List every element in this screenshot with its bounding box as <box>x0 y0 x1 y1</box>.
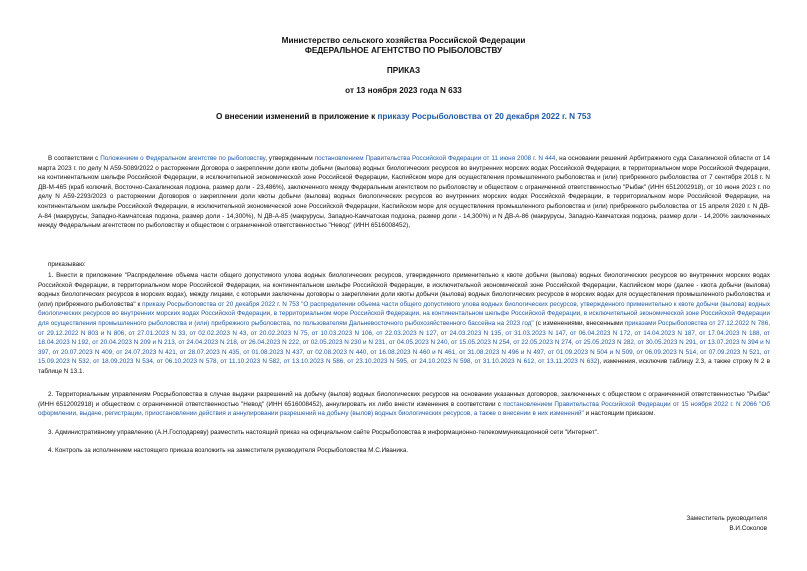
document-type: ПРИКАЗ <box>386 66 421 75</box>
preamble-text-3: , на основании решений Арбитражного суда Сахалинской области от 14 марта 2023 г. по делу N А59-5089/2022 о расторжении Договора о закреплении доли квоты добычи (вылова) водных биологических ресурсов во внутренних морских водах Российской Федерации, в территориальном море Российской Федерации, на континентальном шельфе Российской Федерации, в исключительной экономической зоне Российской Федерации, Каспийском море для осуществления промышленного рыболовства и (или) прибрежного рыболовства от 7 сентября 2018 г. N ДВ-М-465 (краб колючий, Восточно-Сахалинская подзона, размер доли - 23,486%), заключенного между Федеральным агентством по рыболовству и обществом с ограниченной ответственностью "Рыбак" (ИНН 6512002918), от 10 июня 2023 г. по делу N А59-2293/2023 о расторжении Договоров о закреплении доли квоты добычи (вылова) водных биологических ресурсов во внутренних морских водах Российской Федерации, в территориальном море Российской Федерации, на континентальном шельфе Российской Федерации, в исключительной экономической зоне Российской Федерации, Каспийском море для осуществления промышленного рыболовства и (или) прибрежного рыболовства от 15 апреля 2020 г. N ДВ-А-84 (макрурусы, Западно-Камчатская подзона, размер доли - 14,300%), N ДВ-А-85 (макрурусы, Западно-Камчатская подзона, размер доли - 14,300%) и N ДВ-А-86 (макрурусы, Западно-Камчатская подзона, размер доли - 14,200% заключенных между Федеральным агентством по рыболовству и обществом с ограниченной ответственностью "Невод" (ИНН 6516008452), <box>38 155 770 230</box>
order-word: приказываю: <box>48 261 86 268</box>
item-1-link-amendments[interactable]: приказами Росрыболовства от 27.12.2022 N 786, от 29.12.2022 N 803 и N 806, от 27.01.2023 N 33, от 02.02.2023 N 43, от 20.02.2023 N 75, от 10.03.2023 N 106, от 22.03.2023 N 127, от 24.03.2023 N 135, от 31.03.2023 N 147, от 06.04.2023 N 172, от 14.04.2023 N 187, от 17.04.2023 N 188, от 18.04.2023 N 192, от 20.04.2023 N 209 и N 213, от 24.04.2023 N 218, от 26.04.2023 N 222, от 02.05.2023 N 230 и N 231, от 04.05.2023 N 240, от 15.05.2023 N 254, от 22.05.2023 N 274, от 25.05.2023 N 282, от 30.05.2023 N 291, от 13.07.2023 N 394 и N 397, от 20.07.2023 N 409, от 24.07.2023 N 421, от 28.07.2023 N 435, от 01.08.2023 N 437, от 02.08.2023 N 440, от 16.08.2023 N 460 и N 461, от 31.08.2023 N 496 и N 497, от 01.09.2023 N 504 и N 509, от 06.09.2023 N 514, от 07.09.2023 N 521, от 15.09.2023 N 532, от 18.09.2023 N 534, от 06.10.2023 N 578, от 11.10.2023 N 582, от 13.10.2023 N 586, от 23.10.2023 N 595, от 24.10.2023 N 598, от 31.10.2023 N 612, от 13.11.2023 N 632 <box>38 319 770 366</box>
item-2-link-decree[interactable]: постановлением Правительства Российской Федерации от 15 ноября 2022 г. N 2066 "Об оформлении, выдаче, регистрации, приостановлении действия и аннулировании разрешений на добычу (вылов) водных биологических ресурсов, а также о внесении в них изменений" <box>38 400 770 418</box>
item-1-text-b: (с изменениями, внесенными <box>533 319 625 327</box>
item-1-link-order[interactable]: приказу Росрыболовства от 20 декабря 2022 г. N 753 "О распределении объема части общего допустимого улова водных биологических ресурсов, утвержденного применительно к квоте добычи (вылова) водных биологических ресурсов во внутренних морских водах Российской Федерации, в территориальном море Российской Федерации, на континентальном шельфе Российской Федерации, в исключительной экономической зоне Российской Федерации для осуществления промышленного рыболовства и (или) прибрежного рыболовства, по пользователям Дальневосточного рыбохозяйственного бассейна на 2023 год" <box>38 300 770 327</box>
item-3-paragraph: 3. Административному управлению (А.Н.Господареву) разместить настоящий приказ на официальном сайте Росрыболовства в информационно-телекоммуникационной сети "Интернет". <box>48 429 599 436</box>
item-2-text-a: 2. Территориальным управлениям Росрыболовства в случае выдачи разрешений на добычу (вылов) водных биологических ресурсов на основании указанных договоров, заключенных с обществом с ограниченной ответственностью "Рыбак" (ИНН 6512002918) и обществом с ограниченной ответственностью "Невод" (ИНН 6516008452), аннулировать их либо внести изменения в соответствии с <box>38 391 770 408</box>
preamble-text-2: , утвержденным <box>265 155 315 162</box>
signature-name: В.И.Соколов <box>729 525 767 532</box>
title-link[interactable]: приказу Росрыболовства от 20 декабря 2022 г. N 753 <box>377 112 592 121</box>
preamble-link-regulation[interactable]: Положением о Федеральном агентстве по рыболовству <box>100 155 266 162</box>
title-prefix: О внесении изменений в приложение к <box>215 112 378 121</box>
item-2-paragraph <box>38 390 770 419</box>
agency-name: ФЕДЕРАЛЬНОЕ АГЕНТСТВО ПО РЫБОЛОВСТВУ <box>304 46 503 55</box>
item-1-text-c: ), изменения, исключив таблицу 2.3, а также строку N 2 в таблице N 13.1. <box>38 358 770 375</box>
ministry-name: Министерство сельского хозяйства Российской Федерации <box>281 36 526 45</box>
signature-position: Заместитель руководителя <box>686 515 767 522</box>
item-1-text-a: 1. Внести в приложение "Распределение объема части общего допустимого улова водных биологических ресурсов, утвержденного применительно к квоте добычи (вылова) водных биологических ресурсов во внутренних морских водах Российской Федерации, в территориальном море Российской Федерации, на континентальном шельфе Российской Федерации, в исключительной экономической зоне Российской Федерации, Каспийском море (далее - квота добычи (вылова) водных биологических ресурсов в морских водах), между лицами, с которыми заключены договоры о закреплении доли квоты добычи (вылова) водных биологических ресурсов в морских водах для осуществления промышленного рыболовства и (или) прибрежного рыболовства" к <box>38 272 770 308</box>
item-4-paragraph: 4. Контроль за исполнением настоящего приказа возложить на заместителя руководителя Росрыболовства М.С.Иваника. <box>48 447 409 454</box>
preamble-link-decree[interactable]: постановлением Правительства Российской Федерации от 11 июня 2008 г. N 444 <box>314 155 556 162</box>
document-title <box>0 112 807 122</box>
document-date: от 13 ноября 2023 года N 633 <box>345 86 462 95</box>
preamble-text-1: В соответствии с <box>48 155 101 162</box>
item-1-paragraph <box>38 271 770 377</box>
preamble-paragraph <box>38 154 770 231</box>
item-2-text-b: и настоящим приказом. <box>583 410 656 418</box>
